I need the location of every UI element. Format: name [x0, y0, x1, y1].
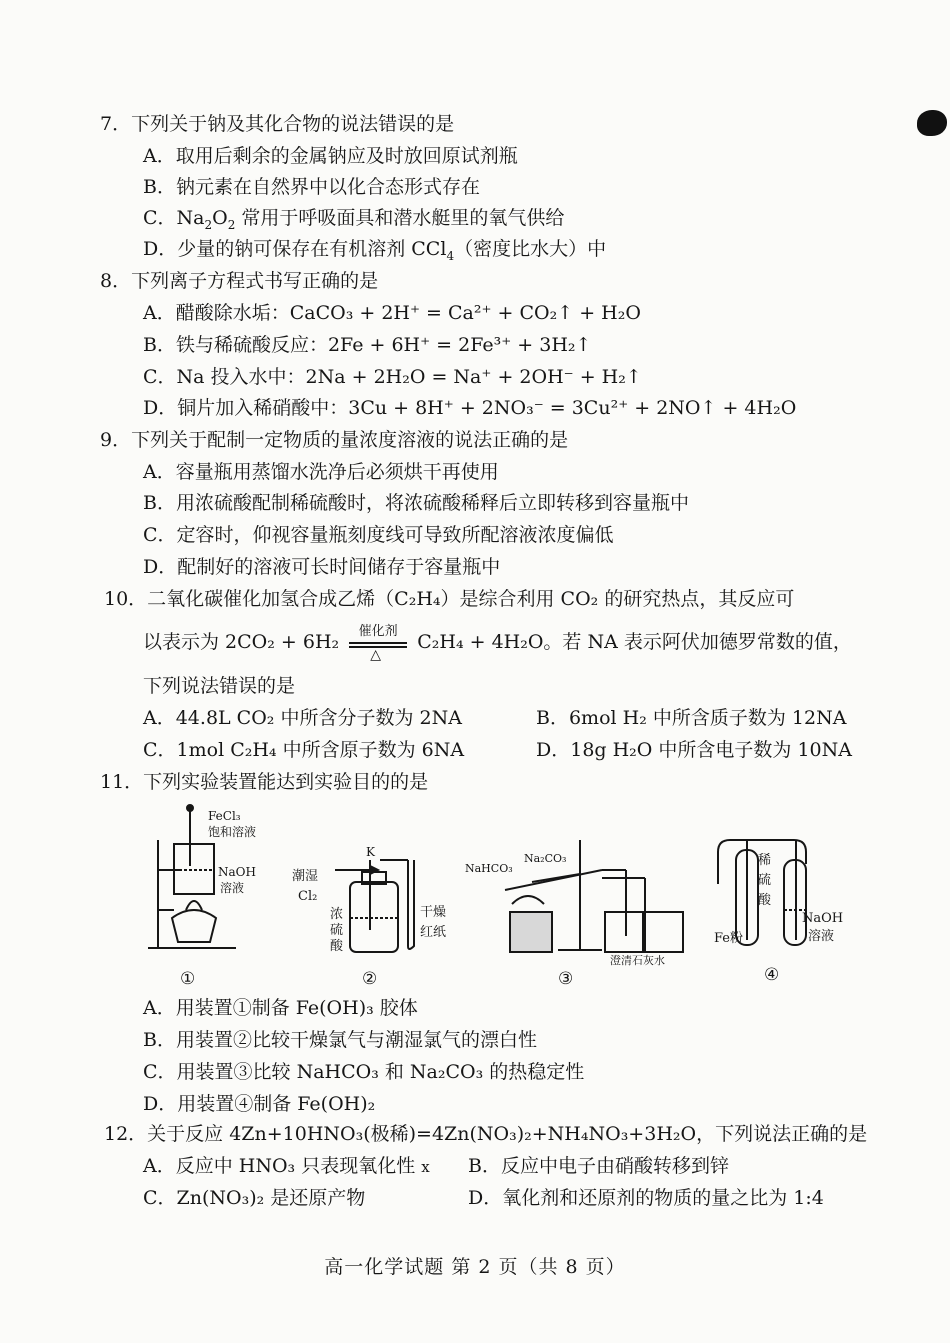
label-red-paper: 红纸 — [420, 925, 447, 940]
experiment-apparatus-figure — [140, 800, 860, 990]
label-limewater: 澄清石灰水 — [610, 954, 665, 967]
ink-blot-mark — [917, 110, 947, 136]
q7-option-b: B．钠元素在自然界中以化合态形式存在 — [143, 176, 480, 198]
label-k: K — [366, 845, 375, 859]
q9-stem: 9．下列关于配制一定物质的量浓度溶液的说法正确的是 — [100, 429, 569, 451]
q12-option-d: D．氧化剂和还原剂的物质的量之比为 1:4 — [468, 1187, 824, 1209]
q9-option-a: A．容量瓶用蒸馏水洗净后必须烘干再使用 — [143, 461, 499, 483]
q9-option-c: C．定容时，仰视容量瓶刻度线可导致所配溶液浓度偏低 — [143, 524, 614, 546]
q10-line3: 下列说法错误的是 — [143, 675, 296, 697]
label-n2: ② — [362, 969, 378, 989]
q8-option-c: C．Na 投入水中：2Na + 2H₂O = Na⁺ + 2OH⁻ + H₂↑ — [143, 366, 642, 388]
label-n4: ④ — [764, 965, 780, 985]
q12-option-b: B．反应中电子由硝酸转移到锌 — [468, 1155, 729, 1177]
label-nahco3: NaHCO₃ — [465, 862, 513, 875]
heat-symbol: △ — [370, 647, 381, 663]
label-fecl3: FeCl₃ — [208, 809, 241, 823]
q7-stem: 7．下列关于钠及其化合物的说法错误的是 — [100, 113, 455, 135]
q11-option-b: B．用装置②比较干燥氯气与潮湿氯气的漂白性 — [143, 1029, 537, 1051]
label-dry: 干燥 — [420, 905, 447, 920]
label-naoh-4: NaOH — [802, 911, 844, 926]
label-conc-1: 浓 — [330, 907, 344, 922]
q9-option-d: D．配制好的溶液可长时间储存于容量瓶中 — [143, 556, 501, 578]
q7-option-c: C．$Na_2O_2$ 常用于呼吸面具和潜水艇里的氧气供给 — [143, 207, 565, 232]
catalyst-label: 催化剂 — [358, 624, 398, 639]
label-dilute-1: 稀 — [758, 853, 772, 868]
q12-option-c: C．Zn(NO₃)₂ 是还原产物 — [143, 1187, 366, 1209]
q8-option-b: B．铁与稀硫酸反应：2Fe + 6H⁺ = 2Fe³⁺ + 3H₂↑ — [143, 334, 592, 356]
q10-eq-left: 以表示为 2CO₂ + 6H₂ — [143, 631, 340, 653]
q10-option-a: A．44.8L CO₂ 中所含分子数为 2NA — [143, 707, 462, 729]
q11-option-d: D．用装置④制备 Fe(OH)₂ — [143, 1093, 376, 1115]
q10-eq-right: C₂H₄ + 4H₂O。若 NA 表示阿伏加德罗常数的值， — [417, 631, 852, 653]
label-conc-2: 硫 — [330, 923, 344, 938]
page-footer: 高一化学试题 第 2 页（共 8 页） — [324, 1256, 626, 1278]
label-n3: ③ — [558, 969, 574, 989]
q7-option-a: A．取用后剩余的金属钠应及时放回原试剂瓶 — [143, 145, 518, 167]
q7-option-d: D．少量的钠可保存在有机溶剂 CCl$_4$（密度比水大）中 — [143, 238, 607, 263]
q12-stem: 12．关于反应 4Zn+10HNO₃(极稀)=4Zn(NO₃)₂+NH₄NO₃+3H₂O，下列说法正确的是 — [104, 1123, 868, 1145]
label-naoh-1: NaOH — [218, 865, 256, 879]
q10-equation-line — [143, 622, 852, 662]
label-fe-powder: Fe粉 — [714, 931, 744, 946]
label-conc-3: 酸 — [330, 939, 344, 954]
q10-option-b: B．6mol H₂ 中所含质子数为 12NA — [536, 707, 847, 729]
q11-stem: 11．下列实验装置能达到实验目的的是 — [100, 771, 429, 793]
q10-stem: 10．二氧化碳催化加氢合成乙烯（C₂H₄）是综合利用 CO₂ 的研究热点，其反应可 — [104, 588, 795, 610]
label-cl2: Cl₂ — [298, 889, 318, 904]
label-solution-1: 溶液 — [220, 881, 245, 895]
label-wet: 潮湿 — [292, 869, 319, 884]
label-dilute-3: 酸 — [758, 893, 772, 908]
q8-option-a: A．醋酸除水垢：CaCO₃ + 2H⁺ = Ca²⁺ + CO₂↑ + H₂O — [143, 302, 641, 324]
q10-option-d: D．18g H₂O 中所含电子数为 10NA — [536, 739, 852, 761]
q9-option-b: B．用浓硫酸配制稀硫酸时，将浓硫酸稀释后立即转移到容量瓶中 — [143, 492, 689, 514]
q8-stem: 8．下列离子方程式书写正确的是 — [100, 270, 379, 292]
catalyst-arrow — [349, 625, 407, 661]
label-na2co3: Na₂CO₃ — [524, 852, 567, 865]
label-dilute-2: 硫 — [758, 873, 772, 888]
apparatus-2 — [335, 860, 414, 952]
q11-option-c: C．用装置③比较 NaHCO₃ 和 Na₂CO₃ 的热稳定性 — [143, 1061, 585, 1083]
q10-option-c: C．1mol C₂H₄ 中所含原子数为 6NA — [143, 739, 465, 761]
handwritten-mark: x — [421, 1158, 430, 1176]
label-n1: ① — [180, 969, 196, 989]
label-solution-4: 溶液 — [808, 929, 835, 944]
q11-option-a: A．用装置①制备 Fe(OH)₃ 胶体 — [143, 997, 418, 1019]
q12-option-a: A．反应中 HNO₃ 只表现氧化性 x — [143, 1155, 430, 1177]
label-saturated: 饱和溶液 — [208, 825, 257, 839]
q8-option-d: D．铜片加入稀硝酸中：3Cu + 8H⁺ + 2NO₃⁻ = 3Cu²⁺ + 2NO↑ + 4H₂O — [143, 397, 797, 419]
